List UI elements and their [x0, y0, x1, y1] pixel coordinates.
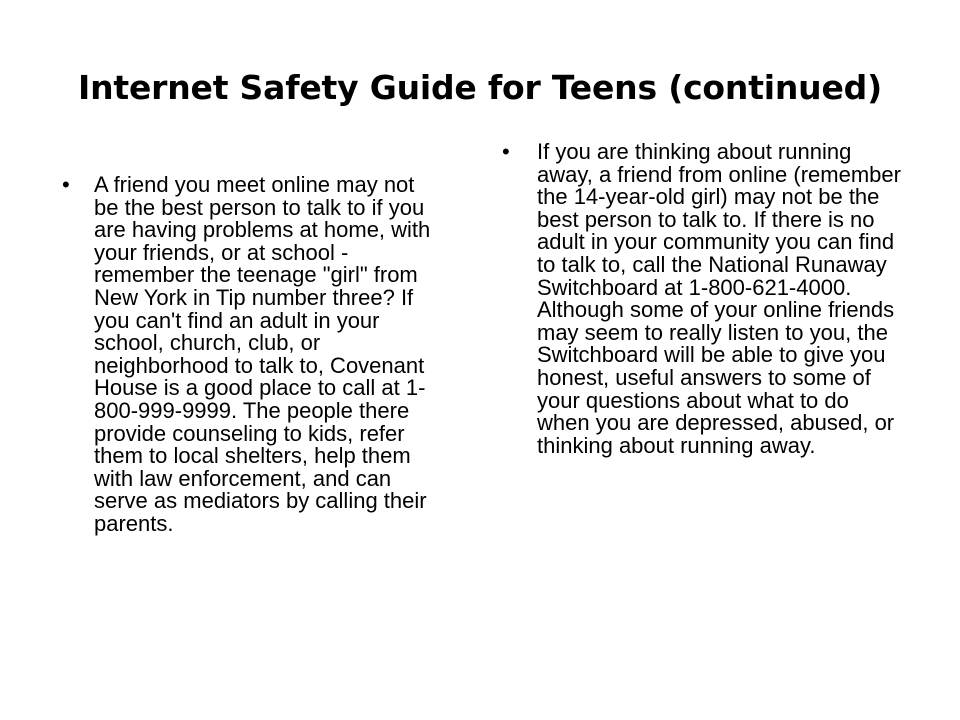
left-bullet-text: A friend you meet online may not be the best person to talk to if you are having problems at home, with your friends, or at school - remember the teenage "girl" from New York in Tip number three? If you can't find an adult in your school, church, club, or neighborhood to talk to, Covenant House is a good place to call at 1-800-999-9999. The people there provide counseling to kids, refer them to local shelters, help them with law enforcement, and can serve as mediators by calling their parents. — [94, 172, 431, 536]
slide-title: Internet Safety Guide for Teens (continued) — [78, 68, 882, 107]
right-bullet-item — [502, 141, 902, 457]
right-bullet-text: If you are thinking about running away, a friend from online (remember the 14-year-old girl) may not be the best person to talk to. If there is no adult in your community you can find to talk to, call the National Runaway Switchboard at 1-800-621-4000. Although some of your online friends may seem to really listen to you, the Switchboard will be able to give you honest, useful answers to some of your questions about what to do when you are depressed, abused, or thinking about running away. — [537, 139, 901, 458]
bullet-icon: • — [62, 172, 70, 197]
bullet-icon: • — [502, 139, 510, 164]
left-bullet-item — [62, 174, 442, 536]
